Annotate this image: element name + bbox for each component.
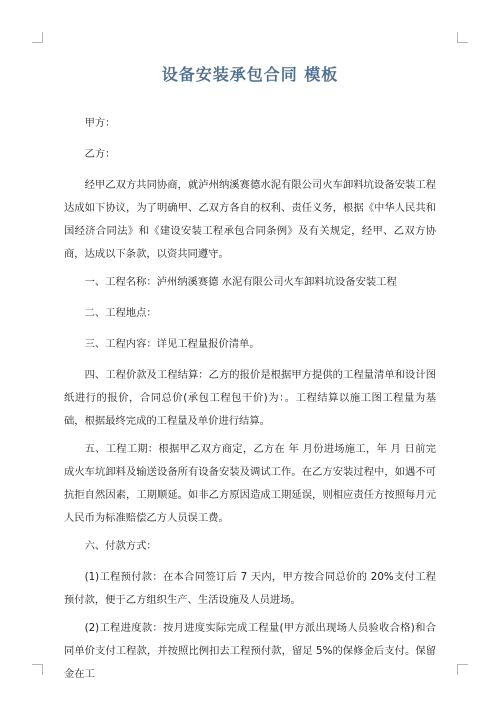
clause-project-location: 二、工程地点：	[84, 307, 157, 319]
clause-advance-payment: (1)工程预付款：在本合同签订后 7 天内，甲方按合同总价的 20%支付工程预付款，便于乙方组织生产、生活设施及人员进场。	[64, 571, 436, 606]
corner-mark-top-left	[32, 32, 43, 43]
clause-payment-method: 六、付款方式：	[84, 540, 157, 552]
party-a-line: 甲方：	[84, 117, 116, 129]
corner-mark-bottom-left	[32, 664, 43, 675]
corner-mark-top-right	[457, 32, 468, 43]
clause-schedule: 五、工程工期：根据甲乙双方商定，乙方在 年 月份进场施工，年 月 日前完成火车坑卸料及输送设备所有设备安装及调试工作。在乙方安装过程中，如遇不可抗拒自然因素，工期顺延。如非乙方原因造成工期延误，则相应责任方按照每月元人民币为标准赔偿乙方人员误工费。	[64, 443, 436, 524]
document-title: 设备安装承包合同 模板	[161, 65, 339, 84]
clause-progress-payment: (2)工程进度款：按月进度实际完成工程量(甲方派出现场人员验收合格)和合同单价支付工程款，并按照比例扣去工程预付款，留足 5%的保修金后支付。保留金在工	[64, 622, 436, 680]
clause-project-content: 三、工程内容：详见工程量报价清单。	[84, 338, 260, 350]
clause-project-name: 一、工程名称：泸州纳溪赛德 水泥有限公司火车卸料坑设备安装工程	[84, 276, 397, 288]
document-body	[64, 112, 436, 691]
corner-mark-bottom-right	[457, 664, 468, 675]
clause-price-settlement: 四、工程价款及工程结算：乙方的报价是根据甲方提供的工程量清单和设计图纸进行的报价，合同总价(承包工程包干价)为：。工程结算以施工图工程量为基础，根据最终完成的工程量及单价进行结算。	[64, 369, 436, 427]
party-b-line: 乙方：	[84, 148, 116, 160]
preamble-paragraph: 经甲乙双方共同协商，就泸州纳溪赛德水泥有限公司火车卸料坑设备安装工程达成如下协议，为了明确甲、乙双方各自的权利、责任义务，根据《中华人民共和国经济合同法》和《建设安装工程承包合同条例》及有关规定，经甲、乙双方协商，达成以下条款，以资共同遵守。	[64, 179, 436, 260]
